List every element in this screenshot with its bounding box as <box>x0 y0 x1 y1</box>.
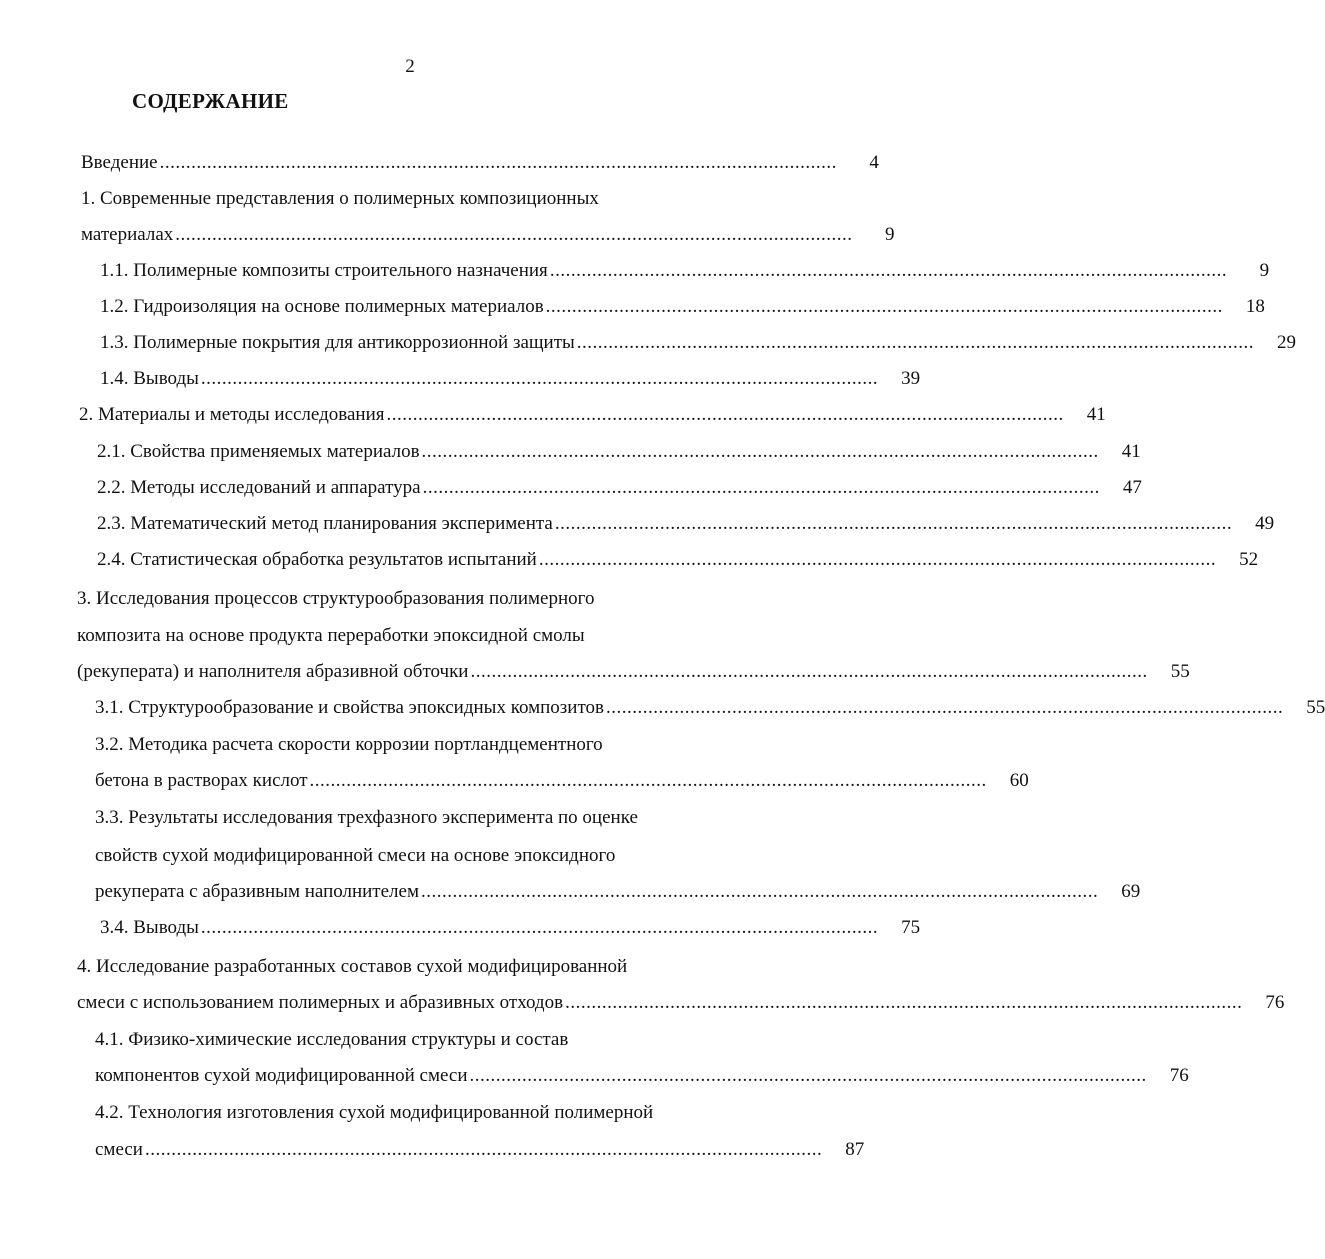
toc-leader: ................................................................................................................................. <box>200 917 879 938</box>
toc-leader: ................................................................................................................................. <box>470 661 1148 682</box>
toc-entry-text: смеси <box>95 1139 143 1160</box>
toc-entry-page: 9 <box>1259 260 1270 281</box>
toc-entry-page: 9 <box>885 224 895 245</box>
toc-entry <box>97 475 1142 501</box>
toc-leader: ................................................................................................................................. <box>144 1139 823 1160</box>
toc-entry-text: 1. Современные представления о полимерных композиционных <box>81 188 599 209</box>
toc-entry <box>77 990 1285 1016</box>
toc-entry <box>81 150 879 176</box>
toc-leader: ................................................................................................................................. <box>576 332 1255 353</box>
toc-entry-page: 55 <box>1170 661 1190 682</box>
toc-leader: ................................................................................................................................. <box>175 224 853 245</box>
toc-leader: ................................................................................................................................. <box>554 513 1233 534</box>
toc-entry-text: Введение <box>81 152 158 173</box>
toc-entry <box>77 586 736 612</box>
toc-entry-page: 87 <box>845 1139 865 1160</box>
toc-leader: ................................................................................................................................. <box>159 152 837 173</box>
toc-entry-page: 76 <box>1265 992 1285 1013</box>
toc-entry-text: 2. Материалы и методы исследования <box>79 404 385 425</box>
toc-entry-page: 69 <box>1121 881 1141 902</box>
toc-entry-text: рекуперата с абразивным наполнителем <box>95 881 419 902</box>
toc-entry <box>95 768 1029 794</box>
toc-entry-page: 76 <box>1169 1065 1189 1086</box>
toc-entry <box>79 402 1106 428</box>
toc-leader: ................................................................................................................................. <box>200 368 879 389</box>
toc-entry-page: 4 <box>869 152 879 173</box>
toc-entry-page: 29 <box>1277 332 1297 353</box>
toc-entry-text: 3.1. Структурообразование и свойства эпоксидных композитов <box>95 697 604 718</box>
toc-entry-text: свойств сухой модифицированной смеси на основе эпоксидного <box>95 845 616 866</box>
toc-entry-text: смеси с использованием полимерных и абразивных отходов <box>77 992 564 1013</box>
toc-entry <box>77 623 736 649</box>
toc-leader: ................................................................................................................................. <box>421 441 1099 462</box>
page-number: 2 <box>405 56 415 77</box>
toc-entry-text: 3.2. Методика расчета скорости коррозии портландцементного <box>95 734 603 755</box>
toc-entry <box>100 330 1297 356</box>
toc-leader: ................................................................................................................................. <box>565 992 1243 1013</box>
toc-entry <box>100 915 921 941</box>
toc-entry <box>95 843 736 869</box>
toc-entry-page: 41 <box>1121 441 1141 462</box>
toc-entry <box>95 1137 865 1163</box>
toc-entry-page: 39 <box>901 368 921 389</box>
toc-entry <box>95 732 736 758</box>
toc-entry-text: 3. Исследования процессов структурообразования полимерного <box>77 588 595 609</box>
toc-entry <box>95 1100 736 1126</box>
toc-leader: ................................................................................................................................. <box>386 404 1064 425</box>
toc-entry <box>97 511 1275 537</box>
toc-entry-text: компонентов сухой модифицированной смеси <box>95 1065 468 1086</box>
toc-entry-page: 47 <box>1122 477 1142 498</box>
toc-entry-text: 1.2. Гидроизоляция на основе полимерных материалов <box>100 296 544 317</box>
toc-entry <box>77 659 1190 685</box>
toc-entry <box>100 258 1270 284</box>
toc-entry-page: 52 <box>1239 549 1259 570</box>
toc-entry <box>77 954 736 980</box>
toc-entry-page: 75 <box>901 917 921 938</box>
toc-entry <box>95 805 736 831</box>
toc-entry <box>81 222 895 248</box>
toc-entry-page: 55 <box>1306 697 1325 718</box>
toc-entry-text: композита на основе продукта переработки эпоксидной смолы <box>77 625 585 646</box>
toc-entry-text: бетона в растворах кислот <box>95 770 308 791</box>
toc-leader: ................................................................................................................................. <box>545 296 1223 317</box>
toc-entry-text: 1.1. Полимерные композиты строительного назначения <box>100 260 548 281</box>
toc-entry-text: 1.3. Полимерные покрытия для антикоррозионной защиты <box>100 332 575 353</box>
toc-entry-text: материалах <box>81 224 174 245</box>
toc-leader: ................................................................................................................................. <box>538 549 1217 570</box>
toc-leader: ................................................................................................................................. <box>422 477 1100 498</box>
toc-entry-text: 4. Исследование разработанных составов сухой модифицированной <box>77 956 628 977</box>
page-title: СОДЕРЖАНИЕ <box>132 89 289 113</box>
toc-entry-text: 3.4. Выводы <box>100 917 199 938</box>
toc-entry-text: (рекуперата) и наполнителя абразивной обточки <box>77 661 469 682</box>
toc-entry-text: 2.2. Методы исследований и аппаратура <box>97 477 421 498</box>
toc-leader: ................................................................................................................................. <box>469 1065 1147 1086</box>
toc-leader: ................................................................................................................................. <box>420 881 1099 902</box>
toc-entry-text: 2.3. Математический метод планирования эксперимента <box>97 513 553 534</box>
toc-entry <box>81 186 736 212</box>
toc-entry-page: 60 <box>1009 770 1029 791</box>
toc-entry <box>97 547 1259 573</box>
toc-leader: ................................................................................................................................. <box>549 260 1228 281</box>
toc-entry-page: 49 <box>1255 513 1275 534</box>
toc-entry <box>100 366 921 392</box>
toc-entry <box>97 439 1141 465</box>
toc-entry-text: 3.3. Результаты исследования трехфазного эксперимента по оценке <box>95 807 638 828</box>
toc-entry-page: 41 <box>1086 404 1106 425</box>
toc-entry-text: 4.1. Физико-химические исследования структуры и состав <box>95 1029 569 1050</box>
toc-entry-text: 4.2. Технология изготовления сухой модифицированной полимерной <box>95 1102 654 1123</box>
toc-entry <box>95 1063 1189 1089</box>
toc-leader: ................................................................................................................................. <box>605 697 1284 718</box>
toc-entry <box>95 1027 736 1053</box>
toc-entry-text: 1.4. Выводы <box>100 368 199 389</box>
toc-entry-page: 18 <box>1245 296 1265 317</box>
toc-entry-text: 2.1. Свойства применяемых материалов <box>97 441 420 462</box>
toc-entry <box>100 294 1265 320</box>
toc-entry-text: 2.4. Статистическая обработка результатов испытаний <box>97 549 537 570</box>
toc-entry <box>95 695 1325 721</box>
toc-leader: ................................................................................................................................. <box>309 770 987 791</box>
toc-entry <box>95 879 1141 905</box>
